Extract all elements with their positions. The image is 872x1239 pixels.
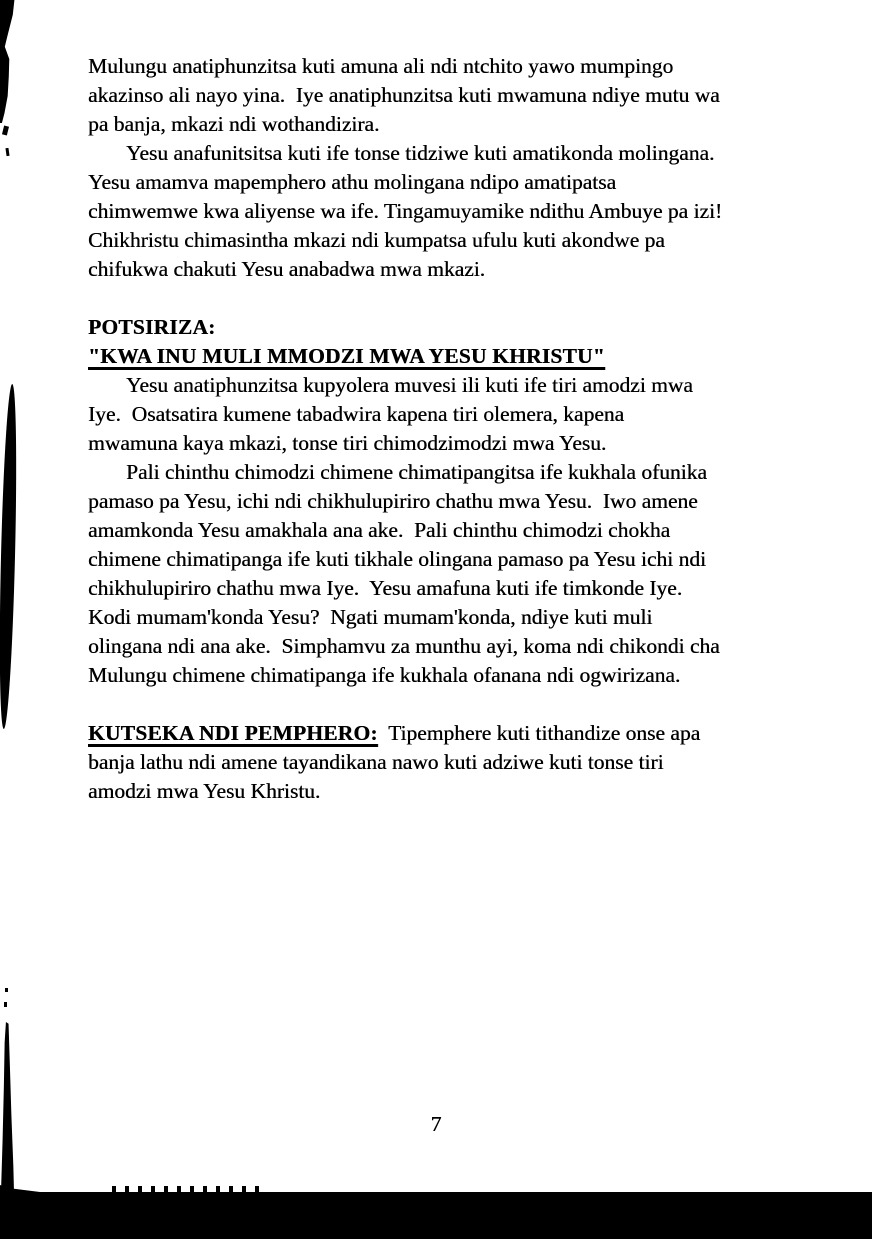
paragraph-yesu-anafunitsitsa (88, 139, 830, 284)
scan-artifact-left-streak (0, 384, 19, 729)
text-line: pa banja, mkazi ndi wothandizira. (88, 112, 380, 136)
scan-artifact-speck (2, 126, 9, 136)
inline-section-heading: KUTSEKA NDI PEMPHERO: (88, 721, 378, 745)
text-line: Kodi mumam'konda Yesu? Ngati mumam'konda, ndiye kuti muli (88, 605, 653, 629)
scan-artifact-speck (4, 1002, 7, 1007)
text-line: Yesu anafunitsitsa kuti ife tonse tidziwe kuti amatikonda molingana. (126, 141, 715, 165)
scan-artifact-bottom-bar (0, 1192, 872, 1239)
scan-artifact-top-left-edge (0, 0, 16, 123)
text-line: chifukwa chakuti Yesu anabadwa mwa mkazi. (88, 257, 486, 281)
text-line: amamkonda Yesu amakhala ana ake. Pali chinthu chimodzi chokha (88, 518, 671, 542)
text-line: pamaso pa Yesu, ichi ndi chikhulupiriro chathu mwa Yesu. Iwo amene (88, 489, 698, 513)
text-line: Chikhristu chimasintha mkazi ndi kumpatsa ufulu kuti akondwe pa (88, 228, 665, 252)
text-line: Iye. Osatsatira kumene tabadwira kapena tiri olemera, kapena (88, 402, 625, 426)
scan-artifact-bottom-left-streak (1, 1022, 14, 1192)
page-number: 7 (430, 1112, 442, 1136)
text-line: chimene chimatipanga ife kuti tikhale olingana pamaso pa Yesu ichi ndi (88, 547, 706, 571)
paragraph-pali-chinthu (88, 458, 830, 690)
text-line: banja lathu ndi amene tayandikana nawo kuti adziwe kuti tonse tiri (88, 750, 664, 774)
scan-artifact-speck (5, 148, 9, 156)
text-line: POTSIRIZA: (88, 315, 216, 339)
text-line: "KWA INU MULI MMODZI MWA YESU KHRISTU" (88, 344, 605, 368)
text-line: olingana ndi ana ake. Simphamvu za munthu ayi, koma ndi chikondi cha (88, 634, 720, 658)
text-line: KUTSEKA NDI PEMPHERO: Tipemphere kuti tithandize onse apa (88, 721, 701, 745)
text-line: Yesu amamva mapemphero athu molingana ndipo amatipatsa (88, 170, 617, 194)
text-line: Mulungu chimene chimatipanga ife kukhala ofanana ndi ogwirizana. (88, 663, 681, 687)
text-line: akazinso ali nayo yina. Iye anatiphunzitsa kuti mwamuna ndiye mutu wa (88, 83, 720, 107)
text-line: Pali chinthu chimodzi chimene chimatipangitsa ife kukhala ofunika (126, 460, 707, 484)
text-line: Yesu anatiphunzitsa kupyolera muvesi ili kuti ife tiri amodzi mwa (126, 373, 693, 397)
paragraph-yesu-kupyolera (88, 371, 830, 458)
text-line: chimwemwe kwa aliyense wa ife. Tingamuyamike ndithu Ambuye pa izi! (88, 199, 723, 223)
scan-artifact-speck (5, 988, 8, 992)
paragraph-kutseka-ndi-pemphero (88, 719, 830, 806)
page-text-body (88, 52, 830, 806)
text-line: amodzi mwa Yesu Khristu. (88, 779, 321, 803)
heading-potsiriza (88, 313, 830, 342)
text-line: mwamuna kaya mkazi, tonse tiri chimodzimodzi mwa Yesu. (88, 431, 607, 455)
text-line: chikhulupiriro chathu mwa Iye. Yesu amafuna kuti ife timkonde Iye. (88, 576, 683, 600)
paragraph-mulungu-intro (88, 52, 830, 139)
text-line: Mulungu anatiphunzitsa kuti amuna ali ndi ntchito yawo mumpingo (88, 54, 674, 78)
heading-kwa-inu-muli-mmodzi (88, 342, 830, 371)
